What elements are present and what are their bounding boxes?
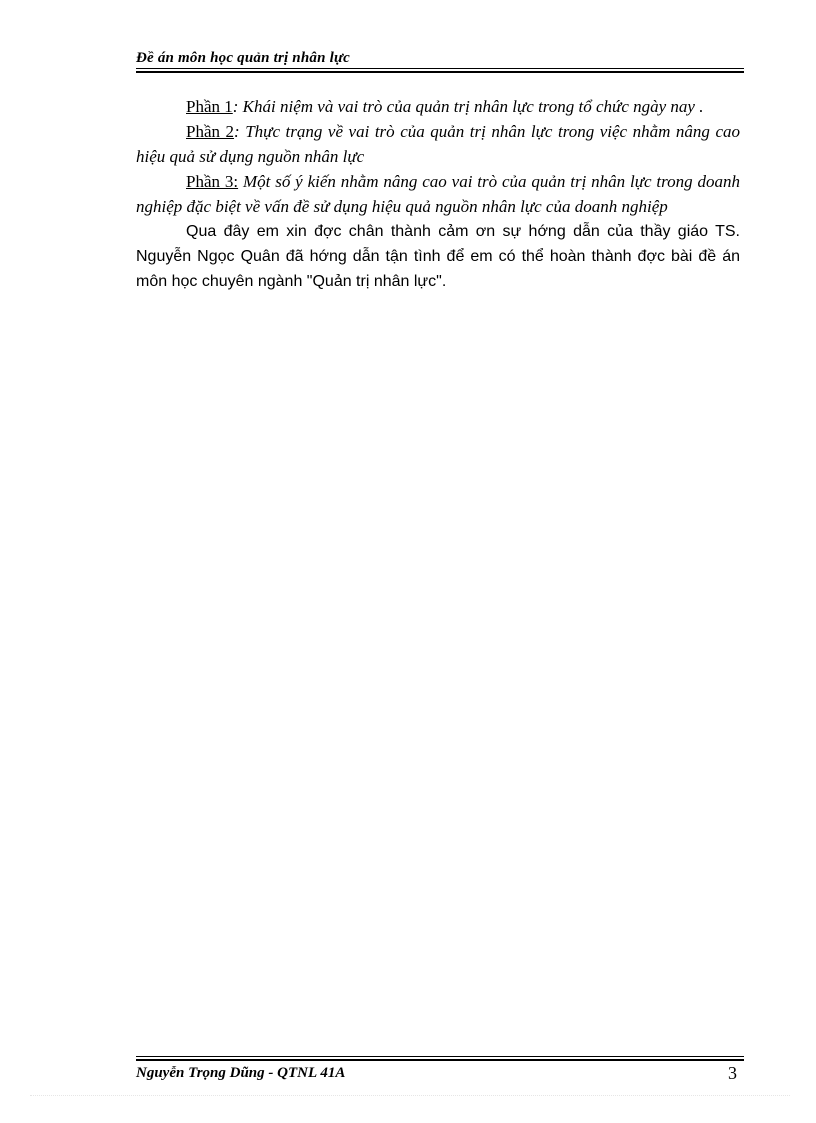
section-2-paragraph	[136, 119, 740, 169]
footer-rule-thick	[136, 1059, 744, 1061]
section-1-paragraph	[136, 94, 740, 119]
section-2-label: Phần 2	[186, 122, 235, 141]
section-1-label: Phần 1	[186, 97, 233, 116]
section-3-text: Một số ý kiến nhằm nâng cao vai trò của quản trị nhân lực trong doanh nghiệp đặc biệt về vấn đề sử dụng hiệu quả nguồn nhân lực của doanh nghiệp	[136, 172, 740, 216]
footer-author: Nguyễn Trọng Dũng - QTNL 41A	[136, 1065, 346, 1081]
acknowledgement-paragraph: Qua đây em xin đợc chân thành cảm ơn sự hớng dẫn của thầy giáo TS. Nguyễn Ngọc Quân đã hớng dẫn tận tình để em có thể hoàn thành đợc bài đề án môn học chuyên ngành "Quản trị nhân lực".	[136, 223, 740, 290]
page-number: 3	[728, 1063, 737, 1083]
section-1-separator: :	[232, 97, 239, 116]
header-rule-thin	[136, 68, 744, 69]
section-2-text: Thực trạng về vai trò của quản trị nhân lực trong việc nhằm nâng cao hiệu quả sử dụng nguồn nhân lực	[136, 122, 740, 166]
section-2-separator: :	[234, 122, 240, 141]
section-1-text: Khái niệm và vai trò của quản trị nhân lực trong tổ chức ngày nay .	[238, 97, 704, 116]
footer-rule-thin	[136, 1056, 744, 1057]
header-rule-thick	[136, 71, 744, 73]
header-title: Đề án môn học quản trị nhân lực	[136, 50, 350, 66]
section-3-paragraph	[136, 169, 740, 219]
body-text	[136, 94, 740, 294]
page-bottom-divider	[30, 1095, 790, 1096]
section-3-label: Phần 3:	[186, 172, 239, 191]
